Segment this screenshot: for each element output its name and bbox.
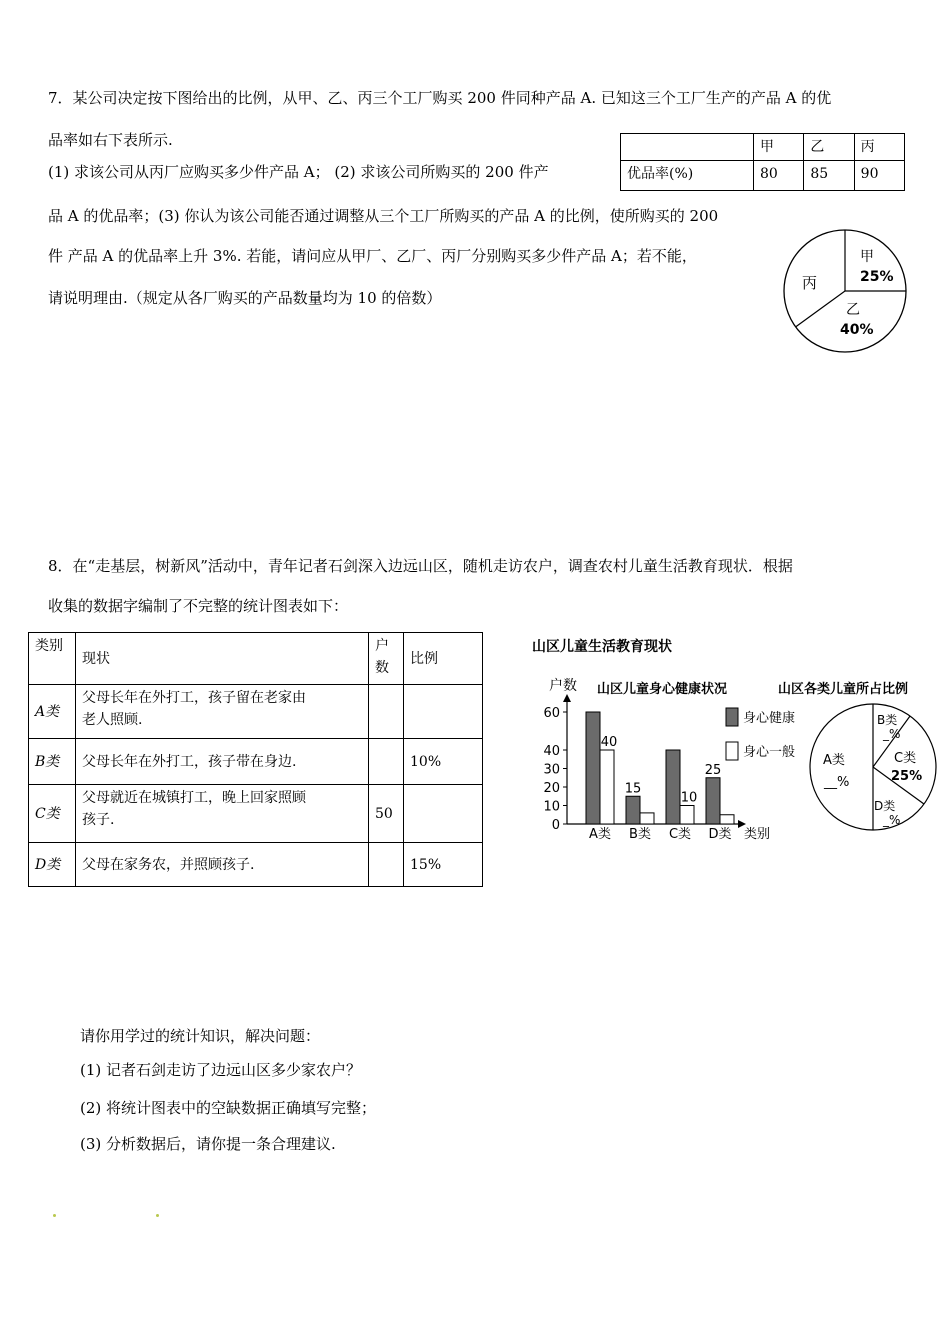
q8-row-category: C类 <box>29 785 76 843</box>
pie-slice-value-b: _% <box>883 727 901 741</box>
q8-question-3: (3) 分析数据后，请你提一条合理建议. <box>80 1135 336 1153</box>
bar-data-label: 25 <box>704 762 722 778</box>
legend-swatch-healthy <box>726 708 738 726</box>
q7-quality-table <box>620 133 905 191</box>
q7-pie-label-bing: 丙 <box>802 274 818 292</box>
bar-y-axis-label: 户数 <box>549 678 577 694</box>
q7-table-cell: 80 <box>754 161 804 191</box>
q8-header-count: 户数 <box>369 633 404 685</box>
q8-row-count <box>369 843 404 887</box>
q7-text-line3: (1) 求该公司从丙厂应购买多少件产品 A； (2) 求该公司所购买的 200 件产 <box>48 163 549 181</box>
q8-figure-title: 山区儿童生活教育现状 <box>532 639 672 655</box>
q8-pie-chart <box>776 672 942 844</box>
q8-row-status-line: 父母长年在外打工，孩子带在身边. <box>82 753 297 770</box>
q7-text-line1: 7．某公司决定按下图给出的比例，从甲、乙、丙三个工厂购买 200 件同种产品 A. 已知这三个工厂生产的产品 A 的优 <box>48 89 832 107</box>
q8-row-category: A类 <box>29 685 76 739</box>
q8-row-category: D类 <box>29 843 76 887</box>
q8-row-count: 50 <box>369 785 404 843</box>
q8-row-count <box>369 739 404 785</box>
q7-text-line5: 件 产品 A 的优品率上升 3%. 若能，请问应从甲厂、乙厂、丙厂分别购买多少件产品 A；若不能， <box>48 247 697 265</box>
q8-row-status <box>76 843 369 887</box>
q8-row-status-line: 老人照顾. <box>82 712 143 728</box>
q8-row-category: B类 <box>29 739 76 785</box>
bar-category-label: C类 <box>668 827 692 842</box>
q7-table-header: 乙 <box>804 134 854 161</box>
q7-table-header: 丙 <box>854 134 904 161</box>
q8-row-status-line: 父母长年在外打工，孩子留在老家由 <box>82 690 306 706</box>
q8-row-status-line: 孩子. <box>82 812 115 828</box>
bar-y-tick-label: 60 <box>543 706 560 721</box>
q7-pie-label-jia: 甲 <box>860 249 874 265</box>
scan-dot <box>53 1214 56 1217</box>
bar-normal <box>680 806 694 825</box>
bar-normal <box>600 750 614 824</box>
bar-y-tick-label: 30 <box>543 762 560 778</box>
q7-table-row-label: 优品率(%) <box>621 161 754 191</box>
bar-healthy <box>626 796 640 824</box>
pie-slice-label-a: A类 <box>823 753 845 768</box>
bar-chart-title: 山区儿童身心健康状况 <box>597 682 728 697</box>
bar-marks <box>543 706 734 842</box>
bar-y-axis-arrow <box>563 694 571 702</box>
pie-slice-label-b: B类 <box>877 713 898 727</box>
q8-question-1: (1) 记者石剑走访了边远山区多少家农户？ <box>80 1061 362 1079</box>
q8-row-ratio <box>404 685 483 739</box>
q8-question-2: (2) 将统计图表中的空缺数据正确填写完整； <box>80 1099 377 1117</box>
bar-healthy <box>666 750 680 824</box>
bar-x-axis-label: 类别 <box>744 827 771 842</box>
q8-row-status <box>76 685 369 739</box>
q7-text-line2: 品率如右下表所示. <box>48 131 173 149</box>
bar-data-label: 40 <box>600 735 618 750</box>
pie-slice-label-c: C类 <box>894 751 917 766</box>
q8-row-ratio: 10% <box>404 739 483 785</box>
q7-text-line4: 品 A 的优品率；(3) 你认为该公司能否通过调整从三个工厂所购买的产品 A 的比例，使所购买的 200 <box>48 207 719 225</box>
q7-table-corner <box>621 134 754 161</box>
legend-label-normal: 身心一般 <box>743 745 796 760</box>
bar-normal <box>640 813 654 824</box>
q7-pie-value-jia: 25% <box>860 269 894 285</box>
q8-row-ratio <box>404 785 483 843</box>
bar-healthy <box>706 778 720 824</box>
legend-swatch-normal <box>726 742 738 760</box>
pie-slice-value-a: __% <box>824 775 850 790</box>
bar-data-label: 15 <box>624 781 642 797</box>
pie-slice-value-d: _% <box>883 813 901 827</box>
q8-row-status-line: 父母就近在城镇打工，晚上回家照顾 <box>82 790 306 806</box>
bar-category-label: A类 <box>589 827 611 842</box>
bar-normal <box>720 815 734 824</box>
q7-factory-pie <box>778 228 914 356</box>
q8-text-line1: 8．在“走基层，树新风”活动中，青年记者石剑深入边远山区，随机走访农户，调查农村儿童生活教育现状．根据 <box>48 557 793 575</box>
pie-chart-title: 山区各类儿童所占比例 <box>778 682 909 697</box>
q8-question-intro: 请你用学过的统计知识，解决问题： <box>80 1027 321 1045</box>
q8-bar-chart <box>540 672 796 844</box>
bar-y-tick-label: 40 <box>543 744 560 759</box>
bar-y-tick-label: 0 <box>551 818 560 833</box>
q8-survey-table <box>28 632 483 887</box>
q7-table-cell: 90 <box>854 161 904 191</box>
q8-header-category: 类别 <box>29 633 76 685</box>
bar-y-tick-label: 10 <box>543 799 560 815</box>
legend-label-healthy: 身心健康 <box>743 711 796 726</box>
q8-row-status <box>76 785 369 843</box>
q7-table-cell: 85 <box>804 161 854 191</box>
q7-pie-value-yi: 40% <box>840 322 874 338</box>
pie-slice-label-d: D类 <box>874 799 896 813</box>
q7-table-header: 甲 <box>754 134 804 161</box>
q7-pie-label-yi: 乙 <box>846 302 860 318</box>
pie-slice-value-c: 25% <box>891 769 923 784</box>
bar-data-label: 10 <box>680 790 698 806</box>
bar-category-label: B类 <box>629 827 651 842</box>
scan-dot <box>156 1214 159 1217</box>
q8-row-status-line: 父母在家务农，并照顾孩子. <box>82 856 255 873</box>
q8-header-ratio: 比例 <box>404 633 483 685</box>
q8-row-count <box>369 685 404 739</box>
q8-row-status <box>76 739 369 785</box>
bar-category-label: D类 <box>708 827 732 842</box>
q7-text-line6: 请说明理由.（规定从各厂购买的产品数量均为 10 的倍数） <box>48 289 442 307</box>
q8-row-ratio: 15% <box>404 843 483 887</box>
q8-text-line2: 收集的数据字编制了不完整的统计图表如下： <box>48 597 349 615</box>
bar-y-tick-label: 20 <box>543 781 560 796</box>
bar-healthy <box>586 712 600 824</box>
q8-header-status: 现状 <box>76 633 369 685</box>
